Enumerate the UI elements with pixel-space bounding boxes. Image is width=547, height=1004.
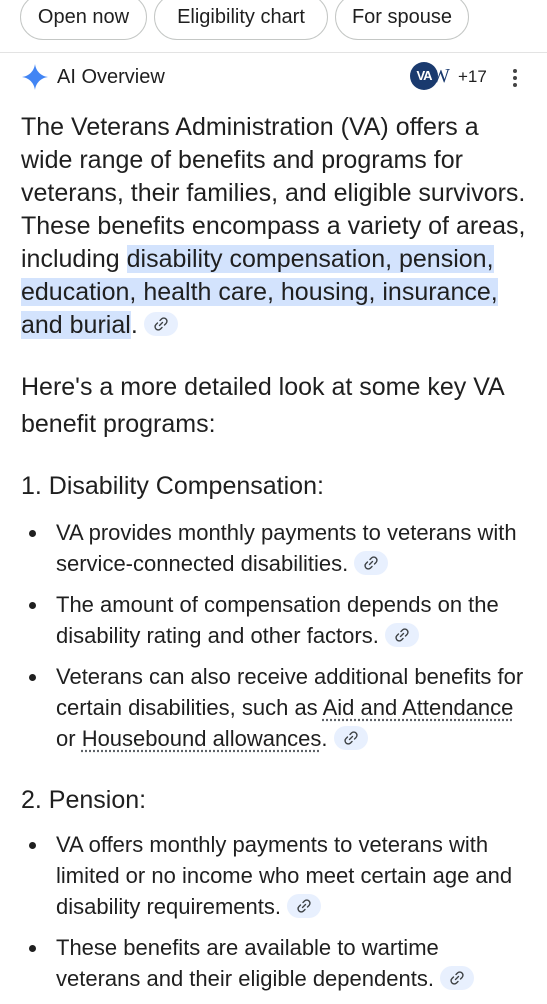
intro-text: The Veterans Administration (VA) offers a wide range of benefits and programs for veterans, their families, and eligible survivors. These benefits encompass a variety of areas, including [21, 113, 526, 273]
ai-overview-title: AI Overview [57, 66, 165, 88]
section-heading-disability: 1. Disability Compensation: [21, 472, 324, 500]
divider [0, 52, 547, 53]
source-link-icon[interactable] [354, 551, 388, 575]
list-item: Veterans can also receive additional benefits for certain disabilities, such as Aid and Attendance or Housebound allowances. [0, 661, 547, 754]
source-link-icon[interactable] [287, 894, 321, 918]
chip-for-spouse[interactable]: For spouse [335, 0, 469, 40]
va-source-icon[interactable]: VA [410, 62, 438, 90]
source-link-icon[interactable] [334, 726, 368, 750]
list-item: These benefits are available to wartime veterans and their eligible dependents. [0, 932, 547, 994]
overview-paragraph [21, 111, 531, 342]
sources-count[interactable]: +17 [458, 67, 487, 86]
ai-overview-header [0, 60, 547, 94]
aid-and-attendance-link[interactable]: Aid and Attendance [322, 695, 514, 720]
disability-bullets [0, 517, 547, 764]
wiki-source-icon[interactable]: W [431, 65, 450, 87]
list-item: VA provides monthly payments to veterans with service-connected disabilities. [0, 517, 547, 579]
list-item: VA offers monthly payments to veterans with limited or no income who meet certain age and disability requirements. [0, 829, 547, 922]
pension-bullets [0, 829, 547, 1004]
source-link-icon[interactable] [144, 312, 178, 336]
chip-eligibility-chart[interactable]: Eligibility chart [154, 0, 328, 40]
more-options-icon[interactable] [508, 66, 522, 90]
chip-open-now[interactable]: Open now [20, 0, 147, 40]
list-item: The amount of compensation depends on the disability rating and other factors. [0, 589, 547, 651]
intro-end: . [130, 311, 138, 339]
section-intro-heading: Here's a more detailed look at some key VA benefit programs: [21, 373, 504, 438]
sparkle-icon [22, 64, 48, 90]
suggestion-chips [0, 0, 547, 52]
section-heading-pension: 2. Pension: [21, 786, 147, 814]
source-link-icon[interactable] [385, 623, 419, 647]
highlighted-text: disability compensation, pension, education, health care, housing, insurance, and burial [21, 245, 498, 339]
source-link-icon[interactable] [440, 966, 474, 990]
housebound-allowances-link[interactable]: Housebound allowances [81, 726, 322, 751]
